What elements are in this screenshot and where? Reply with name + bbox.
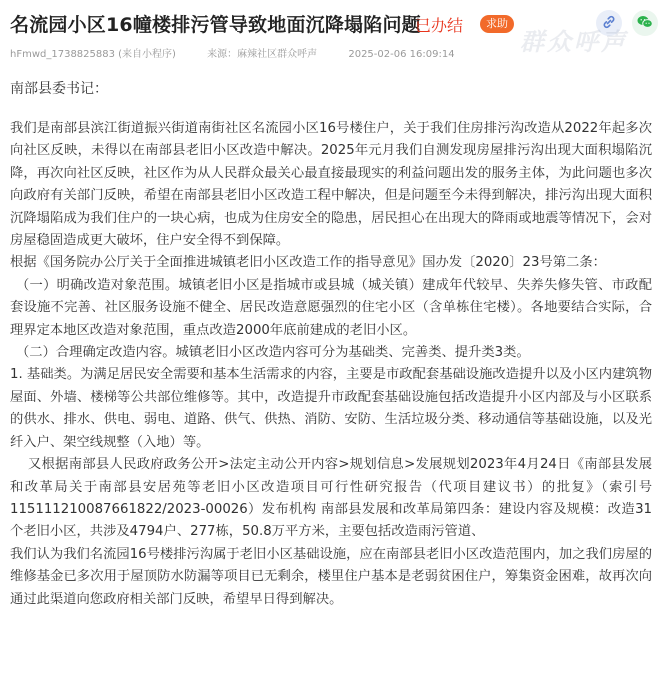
help-badge: 求助 <box>480 15 514 33</box>
author-id: hFmwd_1738825883 (来自小程序) <box>10 49 176 60</box>
salutation: 南部县委书记： <box>10 81 108 97</box>
paragraph: 根据《国务院办公厅关于全面推进城镇老旧小区改造工作的指导意见》国办发〔2020〕23号第二条： <box>10 255 606 271</box>
paragraph: （一）明确改造对象范围。城镇老旧小区是指城市或县城（城关镇）建成年代较早、失养失修失管、市政配套设施不完善、社区服务设施不健全、居民改造意愿强烈的住宅小区（含单栋住宅楼）。各地要结合实际，合理界定本地区改造对象范围，重点改造2000年底前建成的老旧小区。 <box>10 277 652 338</box>
post-time: 2025-02-06 16:09:14 <box>348 49 455 60</box>
site-watermark: 群众呼声 <box>520 28 628 56</box>
paragraph: 我们认为我们名流园16号楼排污沟属于老旧小区基础设施，应在南部县老旧小区改造范围内，加之我们房屋的维修基金已多次用于屋顶防水防漏等项目已无剩余，楼里住户基本是老弱贫困住户，筹集资金困难，故再次向通过此渠道向您政府相关部门反映，希望早日得到解决。 <box>10 546 652 607</box>
paragraph: 我们是南部县滨江街道振兴街道南街社区名流园小区16号楼住户，关于我们住房排污沟改造从2022年起多次向社区反映，未得以在南部县老旧小区改造中解决。2025年元月我们自测发现房屋排污沟出现大面积塌陷沉降，再次向社区反映，社区作为从人民群众最关心最直接最现实的利益问题出发的服务主体，为此问题也多次向政府有关部门反映，希望在南部县老旧小区改造工程中解决，但是问题至今未得到解决，排污沟出现大面积沉降塌陷成为我们住户的一块心病，也成为住房安全的隐患，居民担心在出现大的降雨或地震等情况下，会对房屋稳固造成更大破坏，住户安全得不到保障。 <box>10 121 652 249</box>
source-label: 来源：麻辣社区群众呼声 <box>207 49 318 60</box>
post-body <box>10 118 652 611</box>
status-label: 已办结 <box>415 16 464 35</box>
post-meta <box>10 45 650 60</box>
wechat-icon <box>637 14 653 33</box>
paragraph: 又根据南部县人民政府政务公开>法定主动公开内容>规划信息>发展规划2023年4月24日《南部县发展和改革局关于南部县安居苑等老旧小区改造项目可行性研究报告（代项目建议书）的批复》（索引号115111210087661822/2023-00026）发布机构 南部县发展和改革局第四条：建设内容及规模：改造31个老旧小区，共涉及4794户、277栋，50.8万平方米，主要包括改造雨污管道、 <box>10 457 652 540</box>
post-title: 名流园小区16幢楼排污管导致地面沉降塌陷问题 <box>10 14 421 36</box>
paragraph: （二）合理确定改造内容。城镇老旧小区改造内容可分为基础类、完善类、提升类3类。 <box>16 345 530 361</box>
wechat-share-button[interactable] <box>632 10 658 36</box>
paragraph: 1. 基础类。为满足居民安全需要和基本生活需求的内容，主要是市政配套基础设施改造提升以及小区内建筑物屋面、外墙、楼梯等公共部位维修等。其中，改造提升市政配套基础设施包括改造提升小区内部及与小区联系的供水、排水、供电、弱电、道路、供气、供热、消防、安防、生活垃圾分类、移动通信等基础设施，以及光纤入户、架空线规整（入地）等。 <box>10 367 652 450</box>
